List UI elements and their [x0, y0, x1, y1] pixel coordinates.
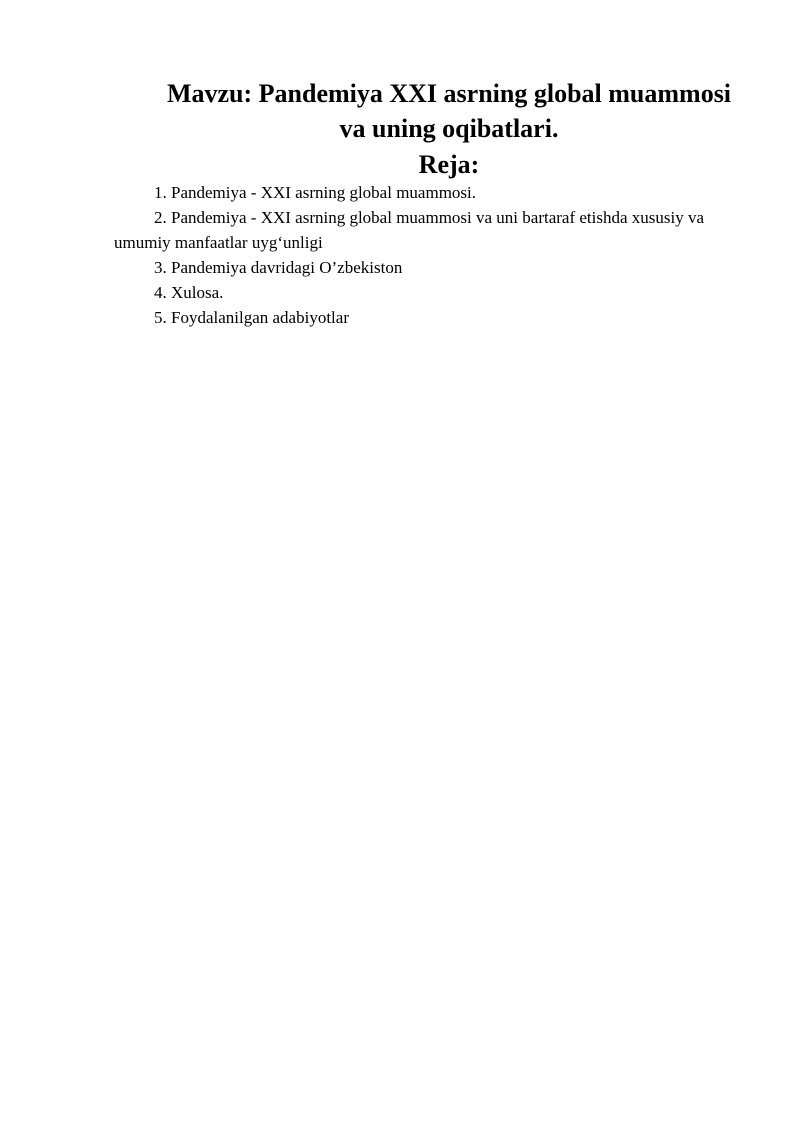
- plan-item-2: 2. Pandemiya - XXI asrning global muammosi va uni bartaraf etishda xususiy va umumiy manfaatlar uyg‘unligi: [114, 208, 705, 252]
- plan-item-1: 1. Pandemiya - XXI asrning global muammosi.: [154, 183, 477, 202]
- plan-item-5: 5. Foydalanilgan adabiyotlar: [154, 308, 349, 327]
- document-body: [114, 76, 744, 330]
- plan-item-3: 3. Pandemiya davridagi O’zbekiston: [154, 258, 403, 277]
- plan-list: [114, 180, 744, 330]
- plan-item-4: 4. Xulosa.: [154, 283, 224, 302]
- document-title-line-1: Mavzu: Pandemiya XXI asrning global muammosi: [166, 79, 732, 108]
- plan-heading: Reja:: [418, 150, 480, 179]
- document-title: [114, 76, 744, 146]
- document-title-line-2: va uning oqibatlari.: [339, 114, 559, 143]
